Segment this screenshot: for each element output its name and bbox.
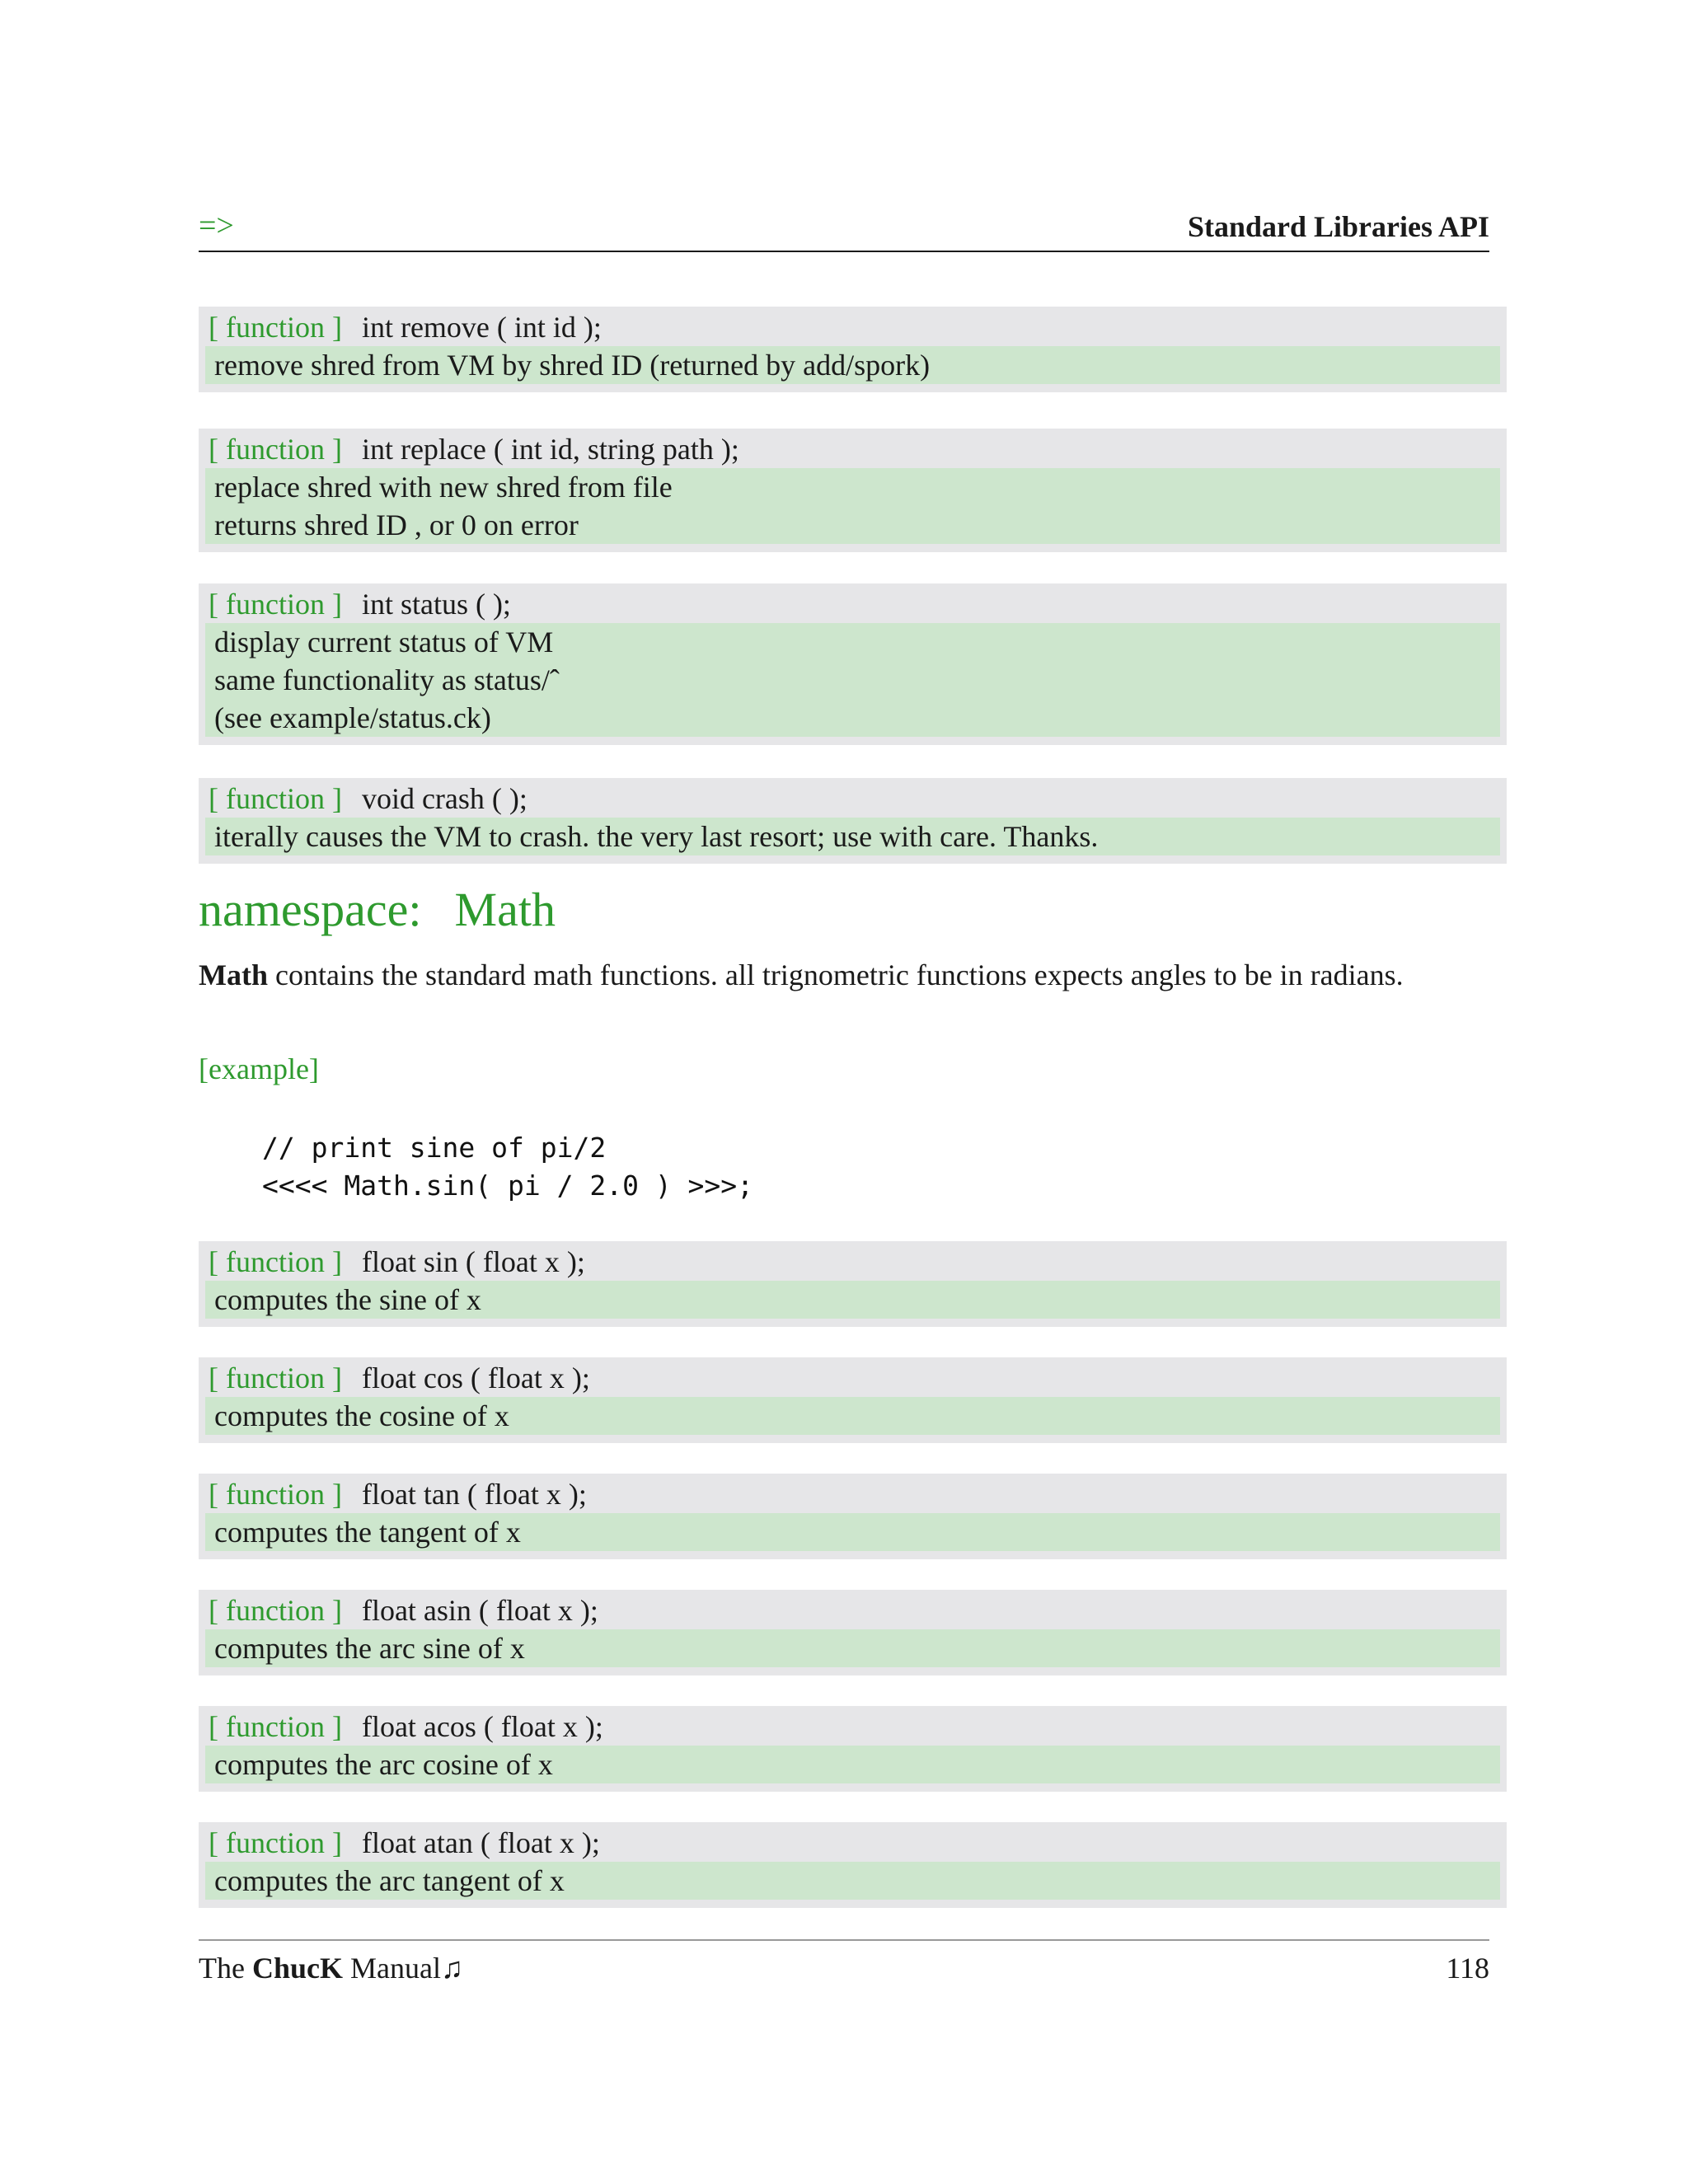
signature-text: int status ( );	[361, 588, 511, 621]
code-line: // print sine of pi/2	[262, 1132, 607, 1164]
code-line: <<<< Math.sin( pi / 2.0 ) >>>;	[262, 1169, 754, 1202]
function-description	[205, 1397, 1500, 1435]
page-header	[199, 203, 1489, 252]
function-keyword: [ function ]	[209, 433, 342, 466]
description-line: replace shred with new shred from file	[214, 471, 673, 504]
signature-text: float tan ( float x );	[361, 1478, 587, 1511]
function-description	[205, 623, 1500, 737]
function-description	[205, 1281, 1500, 1319]
footer-prefix: The	[199, 1952, 252, 1985]
signature-text: float cos ( float x );	[361, 1361, 590, 1394]
function-keyword: [ function ]	[209, 311, 342, 344]
description-line: display current status of VM	[214, 626, 554, 658]
function-signature	[205, 778, 1500, 818]
description-line: returns shred ID , or 0 on error	[214, 509, 579, 541]
intro-text: contains the standard math functions. all trignometric functions expects angles to be in radians.	[268, 958, 1404, 991]
namespace-intro	[199, 956, 1489, 994]
function-keyword: [ function ]	[209, 1594, 342, 1627]
namespace-label: namespace:	[199, 883, 422, 936]
function-box-asin	[199, 1590, 1507, 1675]
function-keyword: [ function ]	[209, 782, 342, 815]
footer-suffix: Manual♫	[343, 1952, 463, 1985]
function-description	[205, 1513, 1500, 1551]
footer-title	[199, 1951, 463, 1985]
description-line: (see example/status.ck)	[214, 701, 491, 734]
function-keyword: [ function ]	[209, 1478, 342, 1511]
function-signature	[205, 1357, 1500, 1397]
function-box-remove	[199, 307, 1507, 392]
function-description	[205, 346, 1500, 384]
header-arrow: =>	[199, 209, 234, 243]
function-signature	[205, 1706, 1500, 1746]
namespace-name: Math	[454, 883, 556, 936]
description-line: computes the arc cosine of x	[214, 1748, 553, 1781]
function-signature	[205, 1241, 1500, 1281]
signature-text: void crash ( );	[361, 782, 528, 815]
example-label: [example]	[199, 1052, 319, 1085]
signature-text: float atan ( float x );	[361, 1826, 600, 1859]
function-keyword: [ function ]	[209, 1826, 342, 1859]
function-signature	[205, 307, 1500, 346]
function-signature	[205, 1822, 1500, 1862]
function-box-status	[199, 583, 1507, 745]
description-line: same functionality as status/ˆ	[214, 663, 560, 696]
function-box-acos	[199, 1706, 1507, 1792]
description-line: computes the arc tangent of x	[214, 1864, 565, 1897]
function-keyword: [ function ]	[209, 1245, 342, 1278]
description-line: computes the arc sine of x	[214, 1632, 525, 1665]
function-description	[205, 1862, 1500, 1900]
function-signature	[205, 1590, 1500, 1629]
page-number: 118	[1446, 1952, 1489, 1985]
function-box-tan	[199, 1474, 1507, 1559]
function-description	[205, 468, 1500, 544]
function-description	[205, 818, 1500, 855]
function-box-sin	[199, 1241, 1507, 1327]
function-box-crash	[199, 778, 1507, 864]
function-description	[205, 1746, 1500, 1783]
signature-text: int replace ( int id, string path );	[361, 433, 739, 466]
signature-text: int remove ( int id );	[361, 311, 602, 344]
footer-bold: ChucK	[251, 1952, 343, 1985]
description-line: computes the cosine of x	[214, 1399, 509, 1432]
description-line: remove shred from VM by shred ID (returned by add/spork)	[214, 349, 931, 382]
function-description	[205, 1629, 1500, 1667]
function-signature	[205, 583, 1500, 623]
function-box-cos	[199, 1357, 1507, 1443]
description-line: computes the sine of x	[214, 1283, 481, 1316]
function-keyword: [ function ]	[209, 1710, 342, 1743]
page-footer	[199, 1939, 1489, 1990]
function-box-replace	[199, 429, 1507, 552]
signature-text: float sin ( float x );	[361, 1245, 585, 1278]
function-box-atan	[199, 1822, 1507, 1908]
code-block	[262, 1129, 753, 1205]
header-title: Standard Libraries API	[1187, 210, 1489, 243]
signature-text: float asin ( float x );	[361, 1594, 598, 1627]
function-signature	[205, 429, 1500, 468]
intro-bold: Math	[199, 958, 268, 991]
namespace-heading	[199, 882, 556, 937]
description-line: computes the tangent of x	[214, 1516, 521, 1549]
function-keyword: [ function ]	[209, 1361, 342, 1394]
function-keyword: [ function ]	[209, 588, 342, 621]
function-signature	[205, 1474, 1500, 1513]
description-line: iterally causes the VM to crash. the very last resort; use with care. Thanks.	[214, 820, 1099, 853]
signature-text: float acos ( float x );	[361, 1710, 603, 1743]
